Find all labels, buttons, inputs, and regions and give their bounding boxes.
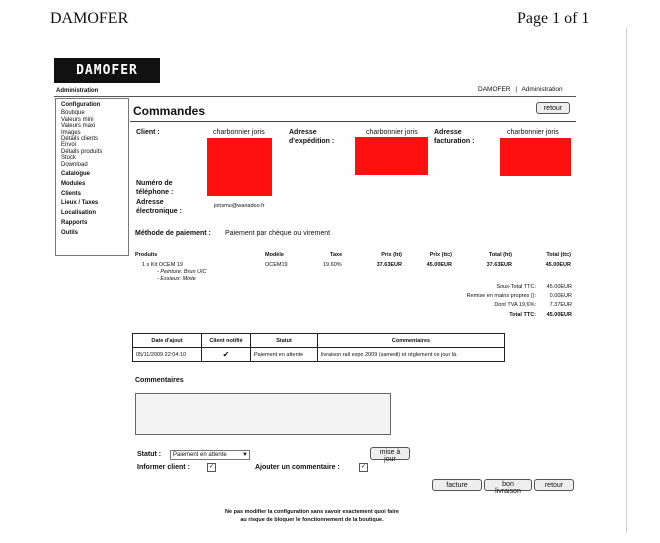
notify-checkbox[interactable]: ✓ [208, 464, 215, 470]
client-label: Client : [136, 129, 160, 136]
col-total-ht: Total (ht) [488, 252, 512, 258]
sidebar-item[interactable]: Download [61, 161, 88, 168]
email-value[interactable]: jorismu@wanadoo.fr [214, 203, 265, 209]
sidebar-item[interactable]: Envoi [61, 142, 77, 149]
total-row [420, 293, 572, 302]
sidebar-section[interactable]: Modules [61, 180, 86, 187]
total-row [420, 302, 572, 311]
sidebar-item[interactable]: Détails produits [61, 148, 103, 155]
page-number: Page 1 of 1 [517, 10, 590, 27]
warning-footer [200, 508, 424, 524]
table-header-row [133, 334, 505, 348]
total-row [420, 284, 572, 293]
client-name: charbonnier joris [213, 129, 265, 136]
total-value: 45.00EUR [546, 311, 572, 318]
table-header: Client notifié [202, 334, 251, 348]
product-name: 1 x Kit OCEM 19 [142, 262, 183, 268]
total-label: Dont TVA 19,6%: [494, 302, 536, 309]
total-label: Remise en mains propres (): [466, 293, 536, 300]
admin-label: Administration [56, 88, 99, 94]
nav-separator: | [515, 86, 518, 93]
sidebar-menu [55, 98, 129, 256]
page-title: Commandes [133, 104, 206, 118]
product-attribute: - Peinture: Brun UIC [157, 269, 207, 275]
email-label: Adresse électronique : [136, 199, 182, 215]
product-tax: 19.60% [323, 262, 342, 268]
check-icon: ✔ [202, 348, 251, 362]
total-ttc: 45.00EUR [545, 262, 571, 268]
price-ttc: 45.00EUR [426, 262, 452, 268]
table-row [133, 348, 505, 362]
shipping-name: charbonnier joris [366, 129, 418, 136]
history-status: Paiement en attente [251, 348, 318, 362]
order-totals [420, 284, 572, 321]
sidebar-section[interactable]: Catalogue [61, 171, 91, 178]
top-navigation [478, 86, 563, 93]
status-label: Statut : [137, 451, 162, 458]
col-model: Modèle [265, 252, 284, 258]
chevron-down-icon: ▼ [242, 452, 248, 458]
sidebar-item[interactable]: Boutique [61, 110, 85, 117]
status-history-table [132, 333, 505, 362]
status-select[interactable] [170, 450, 250, 460]
back-button-bottom[interactable]: retour [534, 479, 574, 491]
product-attribute: - Essieux: Mixte [157, 276, 196, 282]
product-model: OCEM19 [265, 262, 288, 268]
payment-label: Méthode de paiement : [135, 230, 211, 237]
phone-label: Numéro de téléphone : [136, 180, 174, 196]
redacted-shipping-address [355, 137, 428, 175]
sidebar-heading-configuration[interactable]: Configuration [61, 102, 101, 108]
title-divider [130, 121, 576, 122]
sidebar-item[interactable]: Valeurs maxi [61, 123, 96, 130]
document-header-title: DAMOFER [50, 10, 129, 27]
total-value: 0.00EUR [549, 293, 572, 300]
nav-admin-link[interactable]: Administration [521, 86, 563, 93]
table-header: Commentaires [318, 334, 505, 348]
history-comment: livraison rail expo 2009 (samedi) et réglement ce jour là. [318, 348, 505, 362]
divider [54, 96, 576, 97]
shipping-label: Adresse d'expédition : [289, 129, 335, 145]
col-products: Produits [135, 252, 158, 258]
price-ht: 37.63EUR [376, 262, 402, 268]
notify-label: Informer client : [137, 464, 190, 471]
redacted-billing-address [500, 138, 571, 176]
total-ht: 37.63EUR [486, 262, 512, 268]
sidebar-item[interactable]: Détails clients [61, 136, 99, 143]
sidebar-section[interactable]: Lieux / Taxes [61, 200, 99, 207]
col-total-ttc: Total (ttc) [546, 252, 571, 258]
page-edge [626, 28, 627, 533]
sidebar-section[interactable]: Localisation [61, 210, 97, 217]
col-tax: Taxe [330, 252, 343, 258]
billing-label: Adresse facturation : [434, 129, 475, 145]
nav-store-link[interactable]: DAMOFER [478, 86, 511, 93]
comments-heading: Commentaires [135, 377, 184, 384]
sidebar-item[interactable]: Valeurs mini [61, 116, 94, 123]
sidebar-section[interactable]: Rapports [61, 220, 88, 227]
append-comment-label: Ajouter un commentaire : [255, 464, 340, 471]
sidebar-item[interactable]: Stock [61, 155, 77, 162]
table-header: Statut [251, 334, 318, 348]
total-row [420, 312, 572, 321]
store-logo[interactable]: DAMOFER [54, 58, 160, 83]
table-header: Date d'ajout [133, 334, 202, 348]
total-value: 7.37EUR [549, 302, 572, 309]
footer-line: au risque de bloquer le fonctionnement de la boutique. [240, 517, 384, 523]
delivery-note-button[interactable]: bon livraison [484, 479, 532, 491]
footer-line: Ne pas modifier la configuration sans savoir exactement quoi faire [225, 509, 399, 515]
col-price-ht: Prix (ht) [381, 252, 402, 258]
total-label: Total TTC: [509, 311, 536, 318]
update-button[interactable]: mise à jour [370, 447, 410, 460]
history-date: 05/11/2009 22:04:10 [133, 348, 202, 362]
append-comment-checkbox[interactable]: ✓ [360, 464, 367, 470]
payment-value: Paiement par chèque ou virement [225, 230, 331, 237]
status-select-value: Paiement en attente [173, 452, 227, 458]
back-button-top[interactable]: retour [536, 102, 570, 114]
billing-name: charbonnier joris [507, 129, 559, 136]
sidebar-section[interactable]: Outils [61, 229, 79, 236]
sidebar-section[interactable]: Clients [61, 190, 82, 197]
invoice-button[interactable]: facture [432, 479, 482, 491]
redacted-client-address [207, 138, 272, 196]
sidebar-item[interactable]: Images [61, 129, 81, 136]
total-label: Sous-Total TTC: [496, 284, 536, 290]
col-price-ttc: Prix (ttc) [429, 252, 452, 258]
total-value: 45.00EUR [546, 284, 572, 290]
comments-textarea[interactable] [135, 393, 391, 435]
